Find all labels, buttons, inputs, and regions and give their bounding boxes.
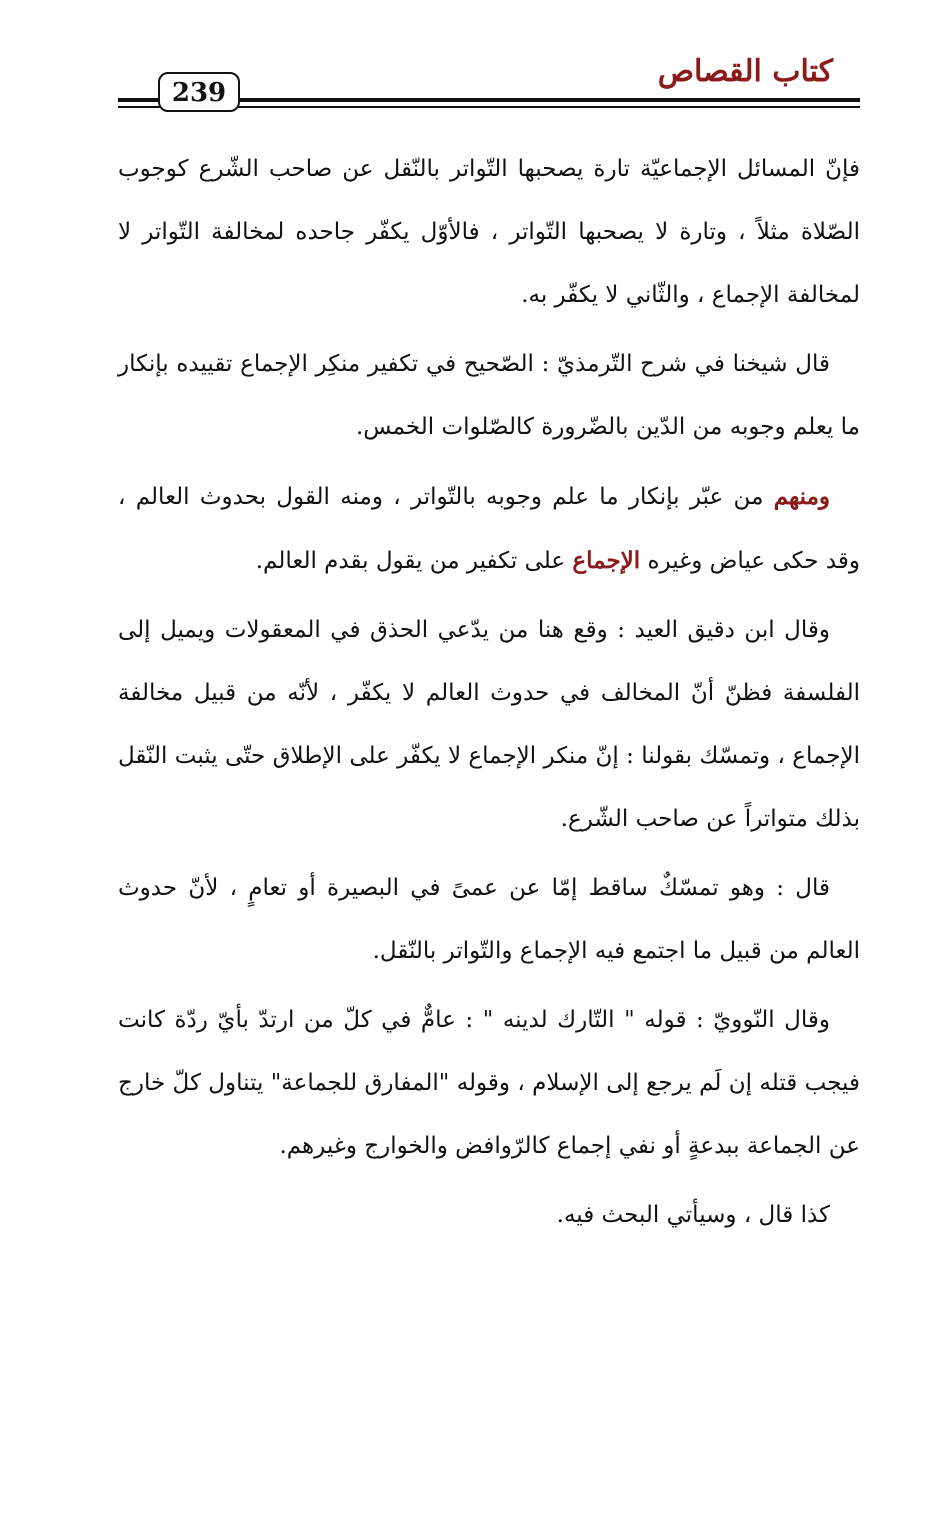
paragraph-text: وقال ابن دقيق العيد : وقع هنا من يدّعي الحذق في المعقولات ويميل إلى الفلسفة فظنّ أنّ المخالف في حدوث العالم لا يكفّر ، لأنّه من قبيل مخالفة الإجماع ، وتمسّك بقولنا : إنّ منكر الإجماع لا يكفّر على الإطلاق حتّى يثبت النّقل بذلك متواتراً عن صاحب الشّرع. [118,617,860,832]
main-text [118,138,860,1253]
paragraph [118,465,860,593]
paragraph-text: وقال النّوويّ : قوله " التّارك لدينه " : عامٌّ في كلّ من ارتدّ بأيّ ردّة كانت فيجب قتله إن لَم يرجع إلى الإسلام ، وقوله "المفارق للجماعة" يتناول كلّ خارج عن الجماعة ببدعةٍ أو نفي إجماع كالرّوافض والخوارج وغيرهم. [118,1007,860,1159]
paragraph [118,857,860,983]
paragraph [118,989,860,1178]
paragraph-text: من عبّر بإنكار ما علم وجوبه بالتّواتر ، ومنه القول بحدوث العالم ، وقد حكى عياض وغيره [118,484,860,574]
page-number: 239 [158,72,240,112]
paragraph-text: على تكفير من يقول بقدم العالم. [255,548,573,574]
paragraph-text: قال شيخنا في شرح التّرمذيّ : الصّحيح في تكفير منكِر الإجماع تقييده بإنكار ما يعلم وجوبه من الدّين بالضّرورة كالصّلوات الخمس. [118,351,860,440]
paragraph [118,333,860,459]
paragraph-text: فإنّ المسائل الإجماعيّة تارة يصحبها التّواتر بالنّقل عن صاحب الشّرع كوجوب الصّلاة مثلاً ، وتارة لا يصحبها التّواتر ، فالأوّل يكفّر جاحده لمخالفة التّواتر لا لمخالفة الإجماع ، والثّاني لا يكفّر به. [118,156,860,308]
paragraph [118,1184,860,1247]
running-title: كتاب القصاص [657,54,833,89]
paragraph [118,599,860,851]
paragraph [118,138,860,327]
paragraph-text: كذا قال ، وسيأتي البحث فيه. [556,1202,830,1228]
highlighted-lead-word: ومنهم [773,483,830,510]
paragraph-text: قال : وهو تمسّكٌ ساقط إمّا عن عمىً في البصيرة أو تعامٍ ، لأنّ حدوث العالم من قبيل ما اجتمع فيه الإجماع والتّواتر بالنّقل. [118,875,860,964]
highlighted-term: الإجماع [572,547,641,574]
